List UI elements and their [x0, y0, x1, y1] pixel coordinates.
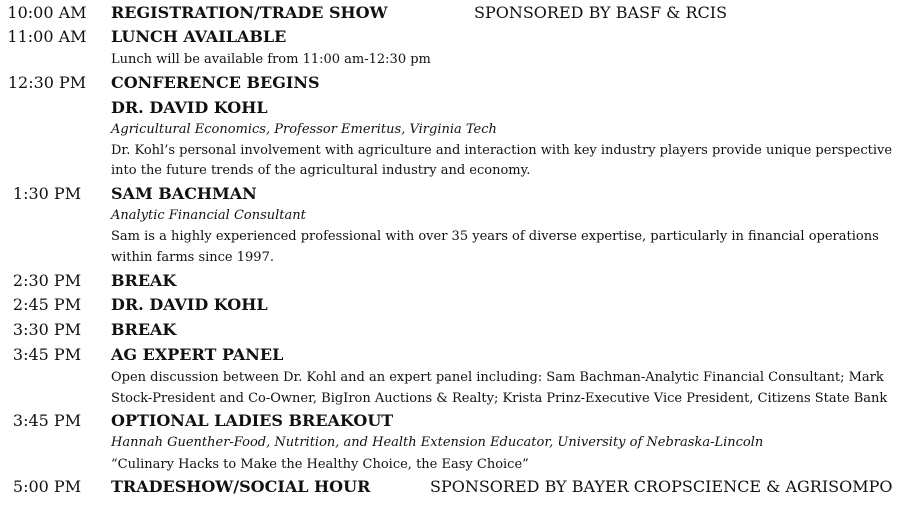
title-lunch: LUNCH AVAILABLE — [111, 27, 287, 46]
time-break-2: 3:30 PM — [12, 320, 82, 339]
bio-kohl-line2: into the future trends of the agricultural industry and economy. — [111, 163, 531, 178]
speaker-kohl: DR. DAVID KOHL — [111, 98, 268, 117]
title-break-2: BREAK — [111, 320, 177, 339]
panel-desc-line1: Open discussion between Dr. Kohl and an expert panel including: Sam Bachman-Analytic Financial Consultant; Mark — [111, 370, 884, 385]
title-panel: AG EXPERT PANEL — [111, 345, 284, 364]
lunch-note: Lunch will be available from 11:00 am-12:30 pm — [111, 52, 431, 67]
bio-bachman-line2: within farms since 1997. — [111, 250, 274, 265]
title-kohl-2: DR. DAVID KOHL — [111, 295, 268, 314]
time-lunch: 11:00 AM — [7, 27, 87, 46]
time-tradeshow: 5:00 PM — [12, 477, 82, 496]
time-panel: 3:45 PM — [12, 345, 82, 364]
title-registration: REGISTRATION/TRADE SHOW — [111, 3, 388, 22]
affiliation-kohl: Agricultural Economics, Professor Emeritus, Virginia Tech — [111, 122, 497, 137]
panel-desc-line2: Stock-President and Co-Owner, BigIron Auctions & Realty; Krista Prinz-Executive Vice President, Citizens State Bank — [111, 391, 888, 406]
title-ladies: OPTIONAL LADIES BREAKOUT — [111, 411, 394, 430]
time-conference: 12:30 PM — [7, 73, 87, 92]
sponsor-tradeshow: SPONSORED BY BAYER CROPSCIENCE & AGRISOMPO — [430, 477, 893, 496]
title-bachman: SAM BACHMAN — [111, 184, 257, 203]
bio-kohl-line1: Dr. Kohl’s personal involvement with agriculture and interaction with key industry players provide unique perspective — [111, 143, 893, 158]
time-break-1: 2:30 PM — [12, 271, 82, 290]
title-tradeshow: TRADESHOW/SOCIAL HOUR — [111, 477, 371, 496]
affiliation-bachman: Analytic Financial Consultant — [111, 208, 306, 223]
time-bachman: 1:30 PM — [12, 184, 82, 203]
ladies-topic: “Culinary Hacks to Make the Healthy Choice, the Easy Choice” — [111, 457, 529, 472]
time-kohl-2: 2:45 PM — [12, 295, 82, 314]
title-conference: CONFERENCE BEGINS — [111, 73, 320, 92]
sponsor-registration: SPONSORED BY BASF & RCIS — [474, 3, 728, 22]
title-break-1: BREAK — [111, 271, 177, 290]
time-registration: 10:00 AM — [7, 3, 87, 22]
ladies-speaker: Hannah Guenther-Food, Nutrition, and Health Extension Educator, University of Nebraska-Lincoln — [111, 435, 764, 450]
bio-bachman-line1: Sam is a highly experienced professional with over 35 years of diverse expertise, particularly in financial operations — [111, 229, 879, 244]
time-ladies: 3:45 PM — [12, 411, 82, 430]
